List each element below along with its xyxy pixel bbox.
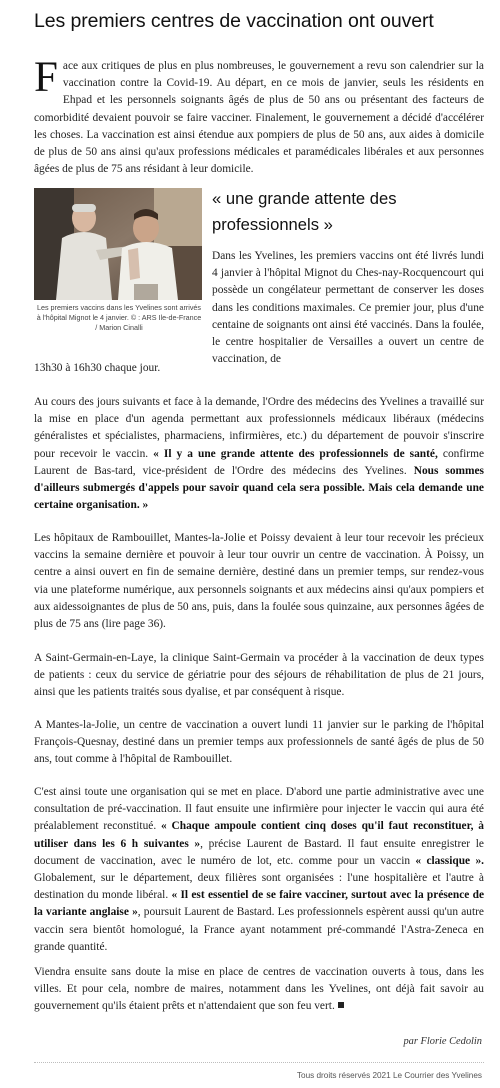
quote-bold: « classique ». <box>415 854 484 867</box>
paragraph-text: Globalement, sur le département, deux filières sont organisées : l'une hospitalière et l'autre à destination du monde libéral. <box>34 872 484 902</box>
paragraph-conclusion <box>34 964 484 1016</box>
section-subheading: « une grande attente des professionnels » <box>212 189 397 234</box>
paragraph-hopitaux: Les hôpitaux de Rambouillet, Mantes-la-Jolie et Poissy devaient à leur tour recevoir les précieux vaccins la semaine dernière et pouvoir à leur tour ouvrir un centre de vaccination. À Poissy, un centre a ainsi ouvert en fin de semaine dernière, destiné dans un premier temps, sur rendez-vous via une plateforme numérique, aux personnels soignants et aux médecins ainsi qu'aux pompiers et aux aidessoignantes de plus de 50 ans, puis, dans la foulée sous quinzaine, aux personnes âgées de plus de 75 ans (lire page 36). <box>34 532 484 631</box>
paragraph-text: , précise Laurent de Bastard. Il faut ensuite enregistrer le document de vaccination, avec le numéro de lot, etc. comme pour un vaccin <box>34 837 484 867</box>
vaccination-photo <box>34 188 202 300</box>
intro-paragraph <box>34 54 484 178</box>
copyright-footer: Tous droits réservés 2021 Le Courrier des Yvelines <box>296 1071 482 1080</box>
paragraph-text: , poursuit Laurent de Bastard. Les professionnels espèrent aussi qu'un autre vaccin sera bientôt homologué, la France ayant notamment pré-commandé l'Astra-Zeneca en grande quantité. <box>34 906 484 953</box>
vaccination-photo-illustration <box>34 188 202 300</box>
column-paragraph: Dans les Yvelines, les premiers vaccins ont été livrés lundi 4 janvier à l'hôpital Mignot du Ches-nay-Rocquencourt qui possède un congélateur permettant de conserver les doses dans les conditions maximales. Ce premier jour, plus d'une centaine de soignants ont ainsi été vaccinés. Dans la foulée, le centre hospitalier de Versailles a ouvert un centre de vaccination, de <box>212 250 484 366</box>
article-headline: Les premiers centres de vaccination ont ouvert <box>34 10 434 32</box>
author-signature: par Florie Cedolin <box>403 1036 482 1047</box>
intro-text: ace aux critiques de plus en plus nombreuses, le gouvernement a revu son calendrier sur la vaccination contre la Covid-19. Au départ, en ce mois de janvier, seuls les résidents en Ehpad et les personnels soignants âgés de plus de 50 ans ou présentant des facteurs de comorbidité devaient pouvoir se faire vacciner. Finalement, le gouvernement a décidé d'accélérer les choses. La vaccination est ainsi étendue aux pompiers de plus de 50 ans, aux aides à domicile de plus de 50 ans ainsi qu'aux professions médicales et paramédicales libérales et aux personnes âgées de plus de 75 ans résidant à leur domicile. <box>34 60 484 176</box>
quote-bold: « Il y a une grande attente des professionnels de santé, <box>153 447 438 460</box>
paragraph-mantes: A Mantes-la-Jolie, un centre de vaccination a ouvert lundi 11 janvier sur le parking de l'hôpital François-Quesnay, destiné dans un premier temps aux professionnels de santé âgés de plus de 50 ans, tout comme à l'hôpital de Rambouillet. <box>34 719 484 766</box>
quote-bold: « Chaque ampoule contient cinq doses qu'il faut reconstituer, à utiliser dans les 6 h suivantes » <box>34 820 484 850</box>
quote-bold: « Il est essentiel de se faire vacciner, surtout avec la présence de la variante anglaise » <box>34 889 484 919</box>
paragraph-text: C'est ainsi toute une organisation qui se met en place. D'abord une partie administrative avec une consultation de pré-vaccination. Il faut ensuite une infirmière pour injecter le vaccin qui aura été préalablement reconstitué. <box>34 786 484 833</box>
paragraph-text: Au cours des jours suivants et face à la demande, l'Ordre des médecins des Yvelines a travaillé sur la mise en place d'un agenda permettant aux professionnels médicaux libéraux (médecins généralistes et spécialistes, pharmaciens, infirmières, etc.) du département de pouvoir s'inscrire pour recevoir le vaccin. <box>34 396 484 460</box>
paragraph-saint-germain: A Saint-Germain-en-Laye, la clinique Saint-Germain va procéder à la vaccination de deux types de patients : ceux du service de gériatrie pour des séjours de réhabilitation de plus de 21 jours, ainsi que les patients traités sous dyalise, et par conséquent à risque. <box>34 652 484 699</box>
end-of-article-icon <box>338 1002 344 1008</box>
drop-cap: F <box>34 54 58 101</box>
footer-divider <box>34 1062 484 1063</box>
paragraph-text: confirme Laurent de Bas-tard, vice-président de l'Ordre des médecins des Yvelines. <box>34 447 484 477</box>
quote-bold: Nous sommes d'ailleurs submergés d'appels pour savoir quand cela sera possible. Mais cela demande une certaine organisation. » <box>34 464 484 512</box>
paragraph-organisation <box>34 784 484 956</box>
paragraph-ordre-medecins <box>34 394 484 514</box>
column-paragraph-continued: 13h30 à 16h30 chaque jour. <box>34 362 161 374</box>
paragraph-text: Viendra ensuite sans doute la mise en place de centres de vaccination ouverts à tous, dans les villes. Et pour cela, nombre de maires, notamment dans les Yvelines, ont déjà fait savoir au gouvernement qu'ils étaient prêts et n'attendaient que son feu vert. <box>34 966 484 1013</box>
photo-caption: Les premiers vaccins dans les Yvelines sont arrivés à l'hôpital Mignot le 4 janvier. © : ARS Ile-de-France / Marion Cinalli <box>36 303 202 333</box>
